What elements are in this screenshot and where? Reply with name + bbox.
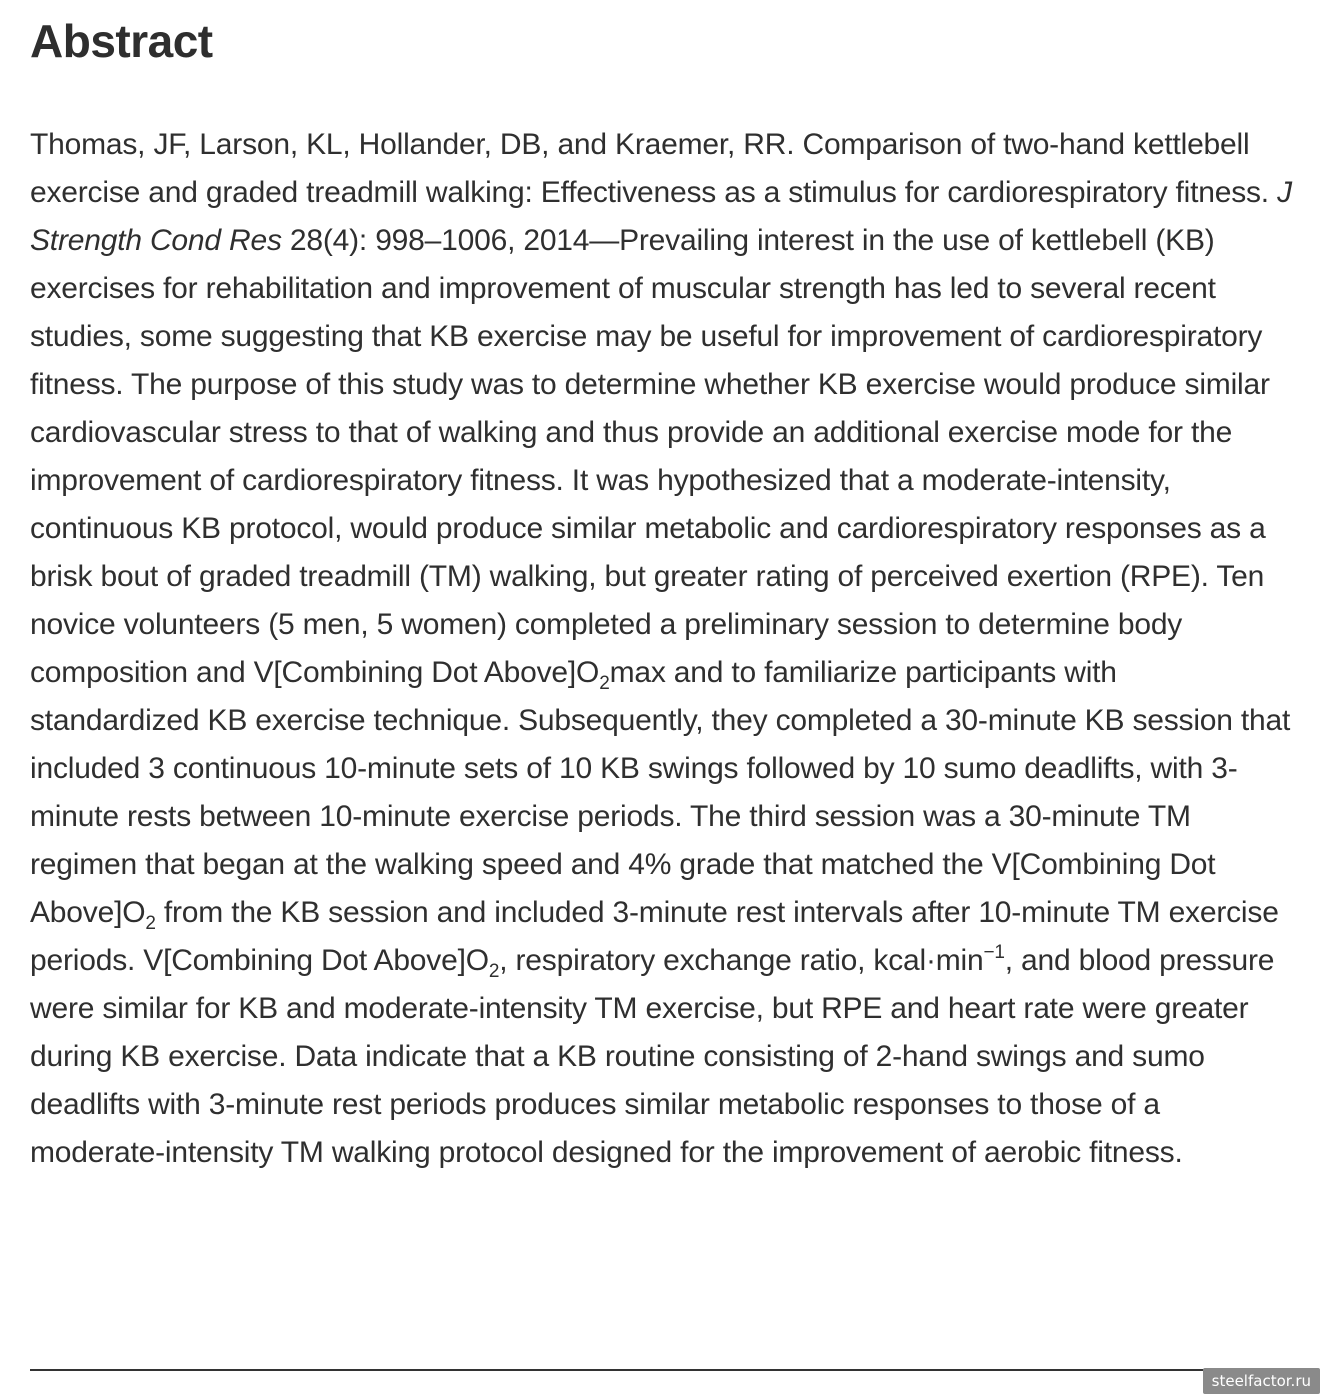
superscript-minus-one: −1	[983, 942, 1005, 963]
abstract-paragraph	[30, 121, 1292, 1177]
journal-name: J Strength Cond Res	[30, 176, 1292, 257]
citation-authors-title: Thomas, JF, Larson, KL, Hollander, DB, and Kraemer, RR. Comparison of two-hand kettlebell exercise and graded treadmill walking: Effectiveness as a stimulus for cardiorespiratory fitness.	[30, 128, 1278, 209]
watermark-label: steelfactor.ru	[1203, 1368, 1320, 1394]
abstract-text-part-3: from the KB session and included 3-minute rest intervals after 10-minute TM exercise periods. V[Combining Dot Above]O	[30, 896, 1279, 977]
subscript-2: 2	[599, 673, 610, 694]
subscript-2: 2	[488, 961, 500, 982]
subscript-2: 2	[145, 913, 156, 934]
abstract-text-part-1: 28(4): 998–1006, 2014—Prevailing interest in the use of kettlebell (KB) exercises for rehabilitation and improvement of muscular strength has led to several recent studies, some suggesting that KB exercise may be useful for improvement of cardiorespiratory fitness. The purpose of this study was to determine whether KB exercise would produce similar cardiovascular stress to that of walking and thus provide an additional exercise mode for the improvement of cardiorespiratory fitness. It was hypothesized that a moderate-intensity, continuous KB protocol, would produce similar metabolic and cardiorespiratory responses as a brisk bout of graded treadmill (TM) walking, but greater rating of perceived exertion (RPE). Ten novice volunteers (5 men, 5 women) completed a preliminary session to determine body composition and V[Combining Dot Above]O	[30, 224, 1270, 689]
abstract-heading: Abstract	[30, 15, 213, 67]
abstract-text-part-2: max and to familiarize participants with standardized KB exercise technique. Subsequently, they completed a 30-minute KB session that included 3 continuous 10-minute sets of 10 KB swings followed by 10 sumo deadlifts, with 3-minute rests between 10-minute exercise periods. The third session was a 30-minute TM regimen that began at the walking speed and 4% grade that matched the V[Combining Dot Above]O	[30, 656, 1291, 929]
abstract-text-part-4: , respiratory exchange ratio, kcal·min	[499, 944, 984, 977]
section-divider	[30, 1369, 1288, 1371]
abstract-text-part-5: , and blood pressure were similar for KB and moderate-intensity TM exercise, but RPE and heart rate were greater during KB exercise. Data indicate that a KB routine consisting of 2-hand swings and sumo deadlifts with 3-minute rest periods produces similar metabolic responses to those of a moderate-intensity TM walking protocol designed for the improvement of aerobic fitness.	[30, 944, 1275, 1169]
